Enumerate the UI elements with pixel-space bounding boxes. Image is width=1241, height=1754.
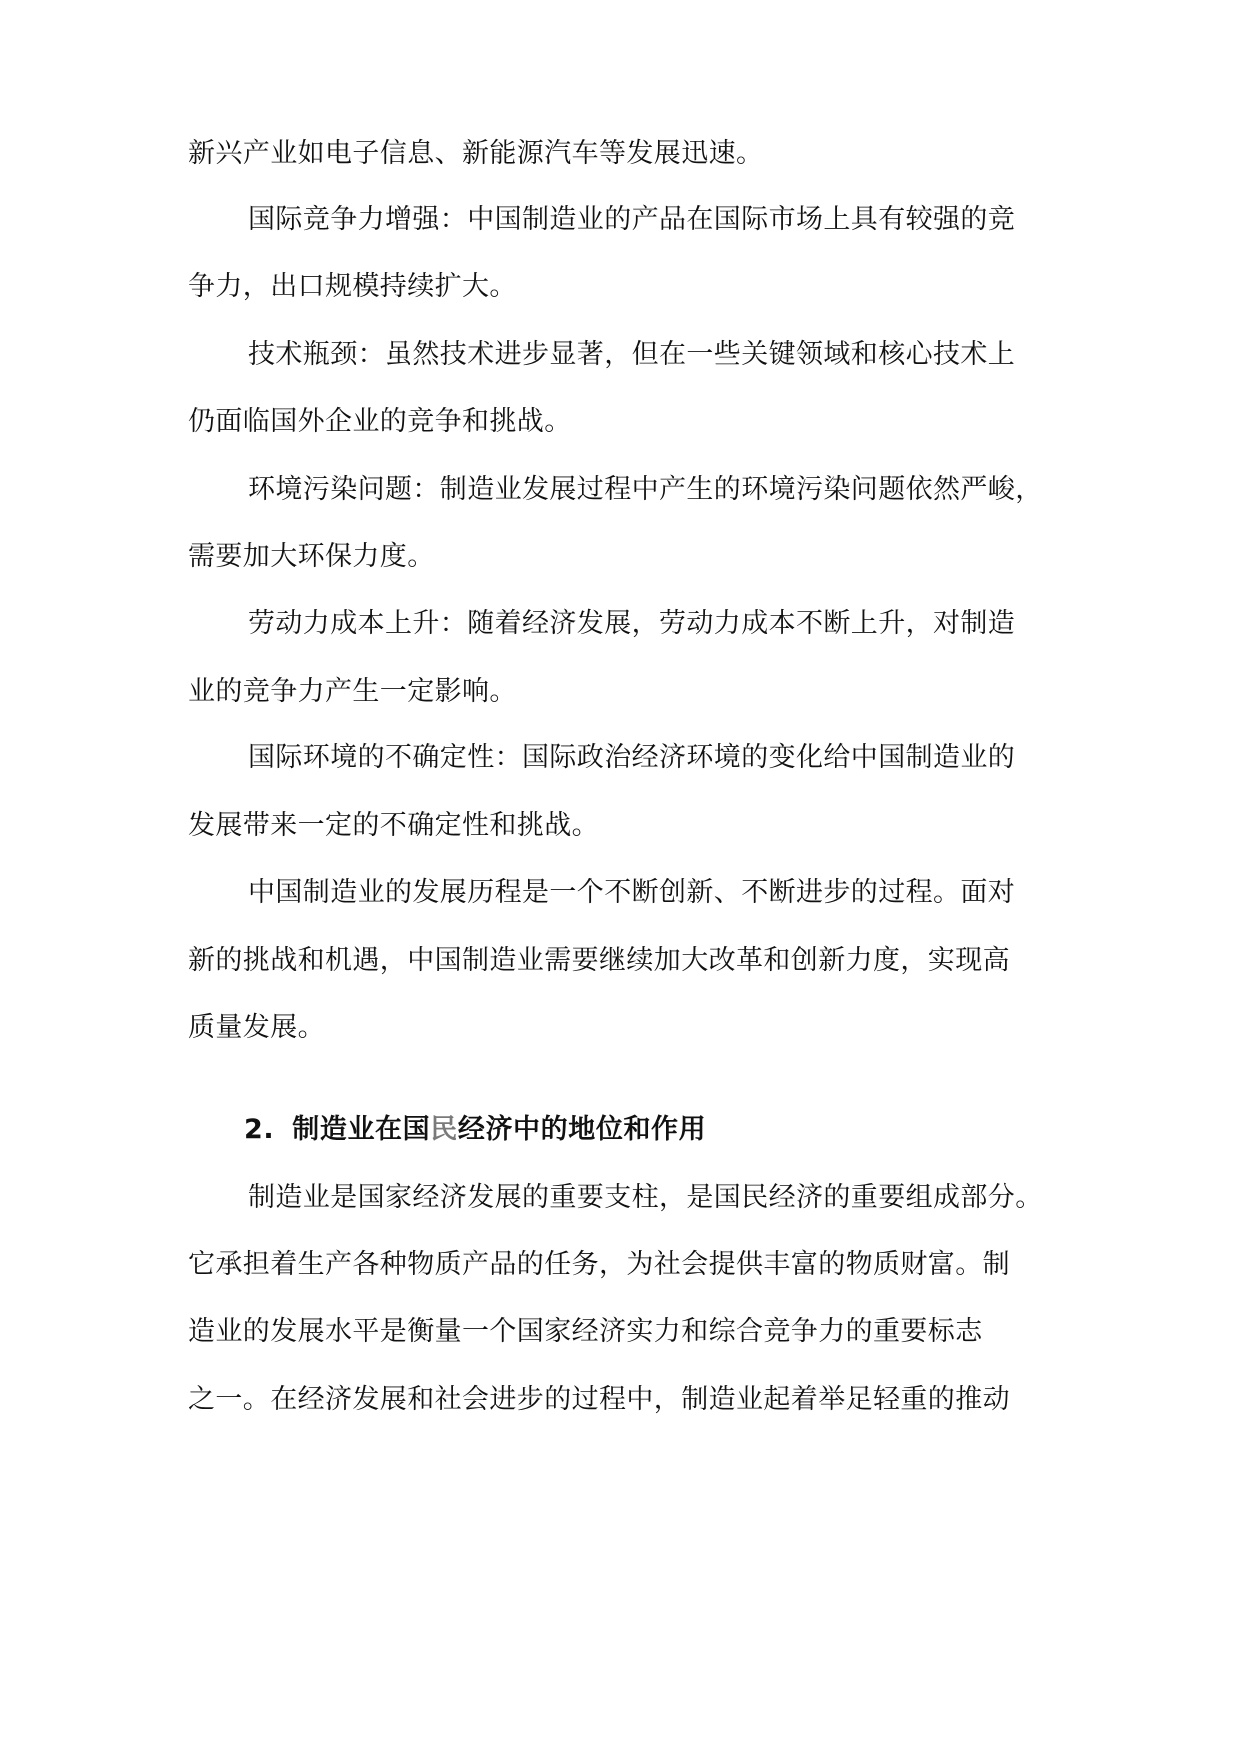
paragraph-line: 发展带来一定的不确定性和挑战。: [188, 810, 599, 841]
paragraph-line: 它承担着生产各种物质产品的任务，为社会提供丰富的物质财富。制: [188, 1249, 1010, 1280]
paragraph-line: 需要加大环保力度。: [188, 541, 435, 572]
paragraph-line: 业的竞争力产生一定影响。: [188, 676, 517, 707]
paragraph-line: 新兴产业如电子信息、新能源汽车等发展迅速。: [188, 138, 764, 169]
section-title-highlight: 民: [430, 1114, 458, 1145]
section-title-part1: 制造业在国: [292, 1114, 431, 1145]
section-heading: [244, 1112, 706, 1148]
paragraph-line: 新的挑战和机遇，中国制造业需要继续加大改革和创新力度，实现高: [188, 945, 1010, 976]
paragraph-line: 环境污染问题：制造业发展过程中产生的环境污染问题依然严峻，: [248, 474, 1043, 505]
section-number: 2.: [244, 1114, 275, 1145]
paragraph-line: 造业的发展水平是衡量一个国家经济实力和综合竞争力的重要标志: [188, 1316, 983, 1347]
section-title-part2: 经济中的地位和作用: [457, 1114, 707, 1145]
paragraph-line: 仍面临国外企业的竞争和挑战。: [188, 406, 572, 437]
paragraph-line: 制造业是国家经济发展的重要支柱，是国民经济的重要组成部分。: [248, 1182, 1043, 1213]
paragraph-line: 技术瓶颈：虽然技术进步显著，但在一些关键领域和核心技术上: [248, 339, 1016, 370]
paragraph-line: 中国制造业的发展历程是一个不断创新、不断进步的过程。面对: [248, 877, 1016, 908]
paragraph-line: 质量发展。: [188, 1012, 325, 1043]
paragraph-line: 国际竞争力增强：中国制造业的产品在国际市场上具有较强的竞: [248, 204, 1016, 235]
paragraph-line: 争力，出口规模持续扩大。: [188, 271, 517, 302]
paragraph-line: 之一。在经济发展和社会进步的过程中，制造业起着举足轻重的推动: [188, 1384, 1010, 1415]
paragraph-line: 国际环境的不确定性：国际政治经济环境的变化给中国制造业的: [248, 742, 1016, 773]
paragraph-line: 劳动力成本上升：随着经济发展，劳动力成本不断上升，对制造: [248, 608, 1016, 639]
